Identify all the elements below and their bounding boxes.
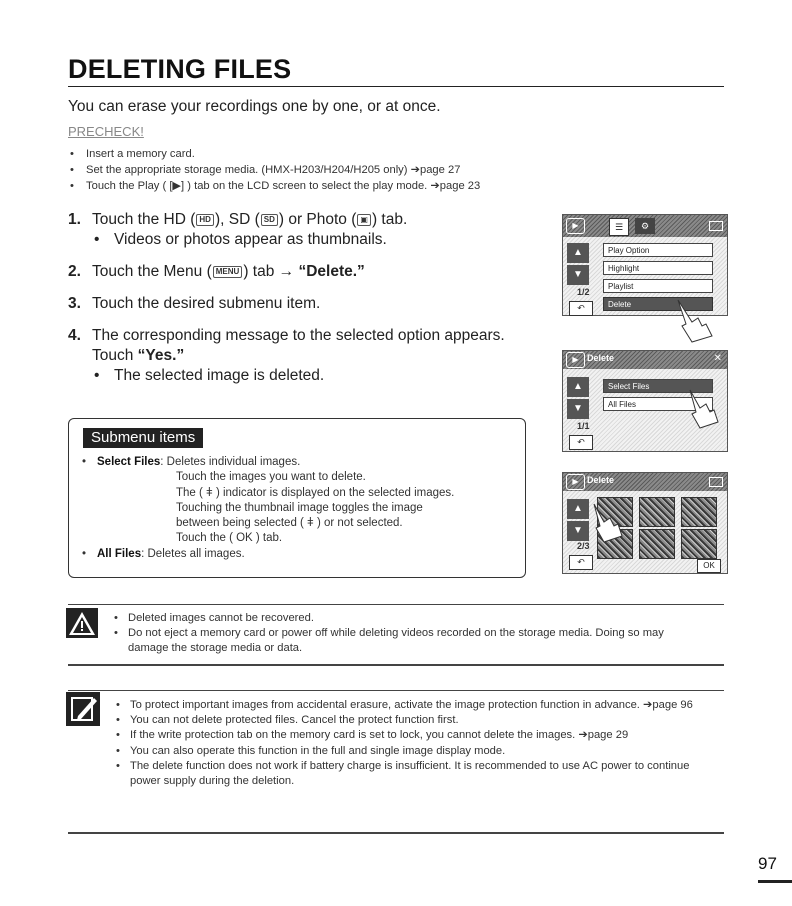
delete-label: “Delete.” [298, 263, 365, 280]
submenu-list [80, 455, 520, 562]
scroll-down-button[interactable]: ▼ [567, 399, 589, 419]
lcd-title: Delete [587, 353, 615, 363]
note-separator-top [68, 690, 724, 691]
video-mode-icon[interactable]: ▶ [566, 218, 585, 234]
scroll-down-button[interactable]: ▼ [567, 265, 589, 285]
note-item: • If the write protection tab on the memory card is set to lock, you cannot delete the images. ➔page 29 [114, 728, 714, 743]
lcd-tab-bar [563, 215, 727, 237]
select-files-detail: Touch the images you want to delete. [176, 471, 366, 484]
note-item: • To protect important images from accidental erasure, activate the image protection function in advance. ➔page 96 [114, 698, 714, 713]
note-separator-bottom [68, 832, 724, 834]
intro-text: You can erase your recordings one by one, or at once. [68, 98, 441, 115]
step-1 [68, 210, 543, 250]
menu-row-select-files[interactable]: Select Files [603, 379, 713, 393]
sd-mode-icon: SD [261, 214, 278, 226]
thumbnail[interactable] [681, 529, 717, 559]
select-files-detail: between being selected ( ǂ ) or not selected. [176, 517, 403, 530]
step-text: Touch [92, 347, 138, 364]
yes-label: “Yes.” [137, 347, 185, 364]
thumbnail[interactable] [639, 497, 675, 527]
touch-hand-icon [584, 500, 624, 546]
lcd-title-bar [563, 473, 727, 491]
step-text: ) tab → [243, 263, 299, 280]
menu-row-delete[interactable]: Delete [603, 297, 713, 311]
battery-icon [709, 477, 723, 487]
step-4 [68, 326, 543, 386]
select-files-detail: Touching the thumbnail image toggles the image [176, 501, 423, 514]
menu-tab-icon[interactable]: ☰ [609, 218, 629, 236]
step-1-sub: • Videos or photos appear as thumbnails. [92, 230, 543, 250]
hd-mode-icon: HD [196, 214, 214, 226]
note-item: • You can not delete protected files. Cancel the protect function first. [114, 713, 714, 728]
photo-mode-icon: ▣ [357, 214, 371, 226]
settings-tab-icon[interactable]: ⚙ [635, 218, 655, 234]
precheck-item: • Set the appropriate storage media. (HMX-H203/H204/H205 only) ➔page 27 [68, 162, 688, 178]
submenu-item-all-files [80, 547, 520, 562]
all-files-label: All Files [97, 547, 142, 560]
precheck-item: • Insert a memory card. [68, 146, 688, 162]
step-text: Touch the HD ( [92, 211, 196, 228]
warning-item: • Deleted images cannot be recovered. [112, 611, 702, 626]
step-3 [68, 294, 543, 314]
warning-item: • Do not eject a memory card or power off while deleting videos recorded on the storage media. Doing so may damage the storage media or data. [112, 626, 702, 656]
return-button[interactable]: ↶ [569, 555, 593, 570]
page-title: DELETING FILES [68, 54, 292, 84]
step-number: 4. [68, 327, 81, 344]
step-text: Touch the Menu ( [92, 263, 212, 280]
scroll-up-button[interactable]: ▲ [567, 499, 589, 519]
battery-icon [709, 221, 723, 231]
page-number-rule [758, 880, 792, 883]
thumbnail[interactable] [681, 497, 717, 527]
page-counter: 2/3 [577, 541, 590, 551]
all-files-desc: : Deletes all images. [141, 547, 245, 560]
step-text: ) tab. [371, 211, 408, 228]
submenu-item-select-files [80, 455, 520, 470]
step-text: ) or Photo ( [278, 211, 357, 228]
select-files-detail: Touch the ( OK ) tab. [176, 532, 283, 545]
note-item: • The delete function does not work if battery charge is insufficient. It is recommended to use AC power to continue power supply during the deletion. [114, 759, 714, 789]
step-text: Touch the desired submenu item. [92, 295, 321, 312]
menu-row-highlight[interactable]: Highlight [603, 261, 713, 275]
precheck-list [68, 146, 688, 194]
lcd-title: Delete [587, 475, 615, 485]
select-files-desc: : Deletes individual images. [160, 456, 301, 468]
warning-separator-bottom [68, 664, 724, 666]
touch-hand-icon [682, 386, 722, 432]
steps-list [68, 210, 543, 398]
video-mode-icon: ▶ [566, 352, 585, 368]
submenu-heading: Submenu items [83, 428, 203, 448]
step-text: ), SD ( [214, 211, 260, 228]
menu-icon: MENU [213, 266, 243, 278]
menu-row-all-files[interactable]: All Files [603, 397, 713, 411]
precheck-heading: PRECHECK! [68, 124, 144, 139]
page-counter: 1/2 [577, 287, 590, 297]
step-4-sub: • The selected image is deleted. [92, 366, 543, 386]
note-item: • You can also operate this function in the full and single image display mode. [114, 744, 714, 759]
precheck-item: • Touch the Play ( [▶] ) tab on the LCD screen to select the play mode. ➔page 23 [68, 178, 688, 194]
warning-separator-top [68, 604, 724, 605]
menu-row-playlist[interactable]: Playlist [603, 279, 713, 293]
scroll-up-button[interactable]: ▲ [567, 377, 589, 397]
select-files-label: Select Files [97, 456, 161, 468]
close-icon[interactable]: ✕ [713, 353, 722, 364]
step-number: 3. [68, 295, 81, 312]
ok-button[interactable]: OK [697, 559, 721, 573]
step-number: 2. [68, 263, 81, 280]
step-2 [68, 262, 543, 282]
warning-icon [66, 608, 98, 638]
thumbnail[interactable] [639, 529, 675, 559]
title-underline [68, 86, 724, 87]
note-list [114, 698, 714, 789]
warning-list [112, 611, 702, 657]
scroll-down-button[interactable]: ▼ [567, 521, 589, 541]
return-button[interactable]: ↶ [569, 435, 593, 450]
step-text: The corresponding message to the selected option appears. [92, 327, 505, 344]
note-pencil-icon [66, 692, 100, 726]
touch-hand-icon [672, 296, 720, 344]
video-mode-icon: ▶ [566, 474, 585, 490]
step-number: 1. [68, 211, 81, 228]
scroll-up-button[interactable]: ▲ [567, 243, 589, 263]
lcd-title-bar [563, 351, 727, 369]
menu-row-play-option[interactable]: Play Option [603, 243, 713, 257]
page-counter: 1/1 [577, 421, 590, 431]
select-files-detail: The ( ǂ ) indicator is displayed on the selected images. [176, 486, 455, 499]
page-number: 97 [758, 854, 777, 873]
return-button[interactable]: ↶ [569, 301, 593, 316]
